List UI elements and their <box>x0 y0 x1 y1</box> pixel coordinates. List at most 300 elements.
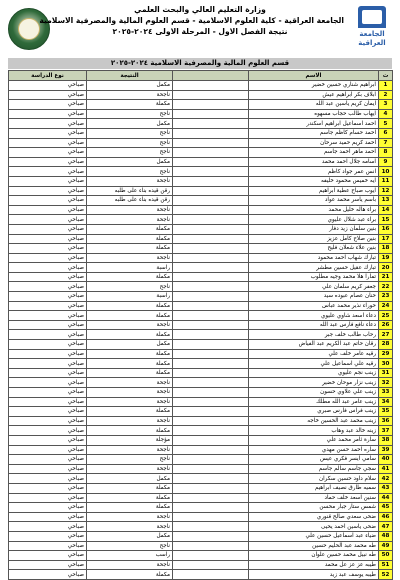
row-number: 35 <box>379 407 393 417</box>
student-name: حوراء نذير محمد عباس <box>249 301 379 311</box>
table-row <box>9 474 393 484</box>
study-type-cell: صباحي <box>9 186 87 196</box>
table-row <box>9 138 393 148</box>
row-number: 14 <box>379 205 393 215</box>
result-cell: مكملة <box>87 244 173 254</box>
study-type-cell: صباحي <box>9 340 87 350</box>
table-row <box>9 253 393 263</box>
student-name: دعاء اسعد شاوي عليوي <box>249 311 379 321</box>
study-type-cell: صباحي <box>9 330 87 340</box>
study-type-cell: صباحي <box>9 349 87 359</box>
student-name: احمد ماهر احمد جاسم <box>249 148 379 158</box>
student-name: اسامه جلال احمد محمد <box>249 157 379 167</box>
row-number: 52 <box>379 570 393 580</box>
header-gap <box>173 71 249 81</box>
study-type-cell: صباحي <box>9 234 87 244</box>
empty-cell <box>173 416 249 426</box>
empty-cell <box>173 128 249 138</box>
table-row <box>9 531 393 541</box>
student-name: احمد كريم حميد سرحان <box>249 138 379 148</box>
empty-cell <box>173 148 249 158</box>
study-type-cell: صباحي <box>9 100 87 110</box>
result-cell: ناجحة <box>87 445 173 455</box>
empty-cell <box>173 435 249 445</box>
table-row <box>9 455 393 465</box>
page-header <box>0 0 400 56</box>
study-type-cell: صباحي <box>9 560 87 570</box>
study-type-cell: صباحي <box>9 388 87 398</box>
student-name: سجي جاسم سالم جاسم <box>249 464 379 474</box>
row-number: 8 <box>379 148 393 158</box>
empty-cell <box>173 551 249 561</box>
row-number: 18 <box>379 244 393 254</box>
student-name: تبارك عقيل حسين مطشر <box>249 263 379 273</box>
table-row <box>9 272 393 282</box>
study-type-cell: صباحي <box>9 483 87 493</box>
row-number: 29 <box>379 349 393 359</box>
table-body <box>9 81 393 580</box>
student-name: زينب نزار موحان خضير <box>249 378 379 388</box>
table-row <box>9 464 393 474</box>
university-logo-text: الجامعة العراقية <box>358 30 386 47</box>
row-number: 50 <box>379 551 393 561</box>
table-row <box>9 359 393 369</box>
row-number: 7 <box>379 138 393 148</box>
student-name: ايمان كريم ياسين عبد الله <box>249 100 379 110</box>
row-number: 16 <box>379 224 393 234</box>
student-name: بنين صلاح كامل عزيز <box>249 234 379 244</box>
student-name: ابلاف بكر ابراهيم عيش <box>249 90 379 100</box>
header-text <box>39 4 344 37</box>
student-name: بنين سلمان زيد دفار <box>249 224 379 234</box>
result-cell: مكملة <box>87 359 173 369</box>
table-row <box>9 522 393 532</box>
row-number: 11 <box>379 176 393 186</box>
result-cell: مكملة <box>87 407 173 417</box>
empty-cell <box>173 253 249 263</box>
result-cell: ناجحة <box>87 215 173 225</box>
result-cell: مكملة <box>87 426 173 436</box>
result-cell: مكملة <box>87 272 173 282</box>
row-number: 30 <box>379 359 393 369</box>
empty-cell <box>173 570 249 580</box>
study-type-cell: صباحي <box>9 397 87 407</box>
table-row <box>9 109 393 119</box>
student-name: رحاب طالب خلف جبر <box>249 330 379 340</box>
row-number: 21 <box>379 272 393 282</box>
table-row <box>9 541 393 551</box>
study-type-cell: صباحي <box>9 282 87 292</box>
table-row <box>9 186 393 196</box>
table-row <box>9 435 393 445</box>
result-cell: مكمل <box>87 119 173 129</box>
table-row <box>9 128 393 138</box>
empty-cell <box>173 301 249 311</box>
empty-cell <box>173 560 249 570</box>
student-name: ضياء عبد اسماعيل حسين علي <box>249 531 379 541</box>
row-number: 13 <box>379 196 393 206</box>
empty-cell <box>173 474 249 484</box>
row-number: 2 <box>379 90 393 100</box>
study-type-cell: صباحي <box>9 522 87 532</box>
row-number: 51 <box>379 560 393 570</box>
table-row <box>9 330 393 340</box>
result-cell: مكملة <box>87 570 173 580</box>
result-cell: ناجح <box>87 455 173 465</box>
empty-cell <box>173 81 249 91</box>
empty-cell <box>173 407 249 417</box>
study-type-cell: صباحي <box>9 359 87 369</box>
result-cell: ناجحة <box>87 205 173 215</box>
study-type-cell: صباحي <box>9 157 87 167</box>
row-number: 3 <box>379 100 393 110</box>
row-number: 28 <box>379 340 393 350</box>
row-number: 1 <box>379 81 393 91</box>
student-name: براء عبد شلال عليوي <box>249 215 379 225</box>
result-cell: ناجح <box>87 138 173 148</box>
table-row <box>9 349 393 359</box>
student-name: طه محمد عبد الحليم حسين <box>249 541 379 551</box>
table-row <box>9 512 393 522</box>
empty-cell <box>173 426 249 436</box>
row-number: 19 <box>379 253 393 263</box>
row-number: 17 <box>379 234 393 244</box>
student-name: زينه خالد عبد وهاب <box>249 426 379 436</box>
row-number: 49 <box>379 541 393 551</box>
result-cell: ناجحة <box>87 378 173 388</box>
empty-cell <box>173 349 249 359</box>
row-number: 27 <box>379 330 393 340</box>
row-number: 37 <box>379 426 393 436</box>
empty-cell <box>173 119 249 129</box>
table-row <box>9 148 393 158</box>
row-number: 22 <box>379 282 393 292</box>
student-name: رقيه عامر خلف علي <box>249 349 379 359</box>
student-name: باسم ياسر محمد عواد <box>249 196 379 206</box>
row-number: 31 <box>379 368 393 378</box>
result-cell: مكملة <box>87 493 173 503</box>
study-type-cell: صباحي <box>9 167 87 177</box>
result-cell: مكملة <box>87 224 173 234</box>
empty-cell <box>173 272 249 282</box>
empty-cell <box>173 464 249 474</box>
study-type-cell: صباحي <box>9 176 87 186</box>
student-name: ضحى سعدي صالح قنوري <box>249 512 379 522</box>
empty-cell <box>173 493 249 503</box>
student-name: سارة ثامر محمد علي <box>249 435 379 445</box>
empty-cell <box>173 512 249 522</box>
student-name: شمس ستار جبار محسن <box>249 503 379 513</box>
empty-cell <box>173 388 249 398</box>
student-name: دعاء نافع فارس عبد الله <box>249 320 379 330</box>
result-cell: رقن قيده بناء على طلبه <box>87 186 173 196</box>
table-row <box>9 282 393 292</box>
empty-cell <box>173 397 249 407</box>
empty-cell <box>173 109 249 119</box>
student-name: رقان حاتم عبد الكريم عبد الفياض <box>249 340 379 350</box>
empty-cell <box>173 503 249 513</box>
study-type-cell: صباحي <box>9 416 87 426</box>
result-cell: رقن قيده بناء على طلبه <box>87 196 173 206</box>
result-line: نتيجة الفصل الاول - المرحلة الاولى ٢٠٢٤-٢٠٢٥ <box>112 27 288 36</box>
row-number: 41 <box>379 464 393 474</box>
table-header-row <box>9 71 393 81</box>
result-cell: مكملة <box>87 503 173 513</box>
table-row <box>9 167 393 177</box>
table-row <box>9 119 393 129</box>
empty-cell <box>173 541 249 551</box>
empty-cell <box>173 138 249 148</box>
study-type-cell: صباحي <box>9 570 87 580</box>
header-name: الاسم <box>249 71 379 81</box>
study-type-cell: صباحي <box>9 541 87 551</box>
result-cell: مكمل <box>87 81 173 91</box>
study-type-cell: صباحي <box>9 474 87 484</box>
table-row <box>9 215 393 225</box>
student-name: احمد اسماعيل ابراهيم اسكندر <box>249 119 379 129</box>
row-number: 45 <box>379 503 393 513</box>
row-number: 4 <box>379 109 393 119</box>
study-type-cell: صباحي <box>9 551 87 561</box>
study-type-cell: صباحي <box>9 109 87 119</box>
student-name: زينب عامر عبد الله مطلك <box>249 397 379 407</box>
result-cell: راسبة <box>87 263 173 273</box>
empty-cell <box>173 100 249 110</box>
student-name: طيبه عز عز عل محمد <box>249 560 379 570</box>
table-row <box>9 157 393 167</box>
results-table <box>8 70 393 580</box>
empty-cell <box>173 330 249 340</box>
result-cell: مكمل <box>87 474 173 484</box>
table-row <box>9 311 393 321</box>
empty-cell <box>173 167 249 177</box>
row-number: 26 <box>379 320 393 330</box>
row-number: 10 <box>379 167 393 177</box>
study-type-cell: صباحي <box>9 493 87 503</box>
empty-cell <box>173 196 249 206</box>
result-cell: مكملة <box>87 368 173 378</box>
row-number: 5 <box>379 119 393 129</box>
study-type-cell: صباحي <box>9 455 87 465</box>
result-cell: راسبة <box>87 292 173 302</box>
study-type-cell: صباحي <box>9 128 87 138</box>
row-number: 15 <box>379 215 393 225</box>
row-number: 43 <box>379 483 393 493</box>
empty-cell <box>173 205 249 215</box>
row-number: 38 <box>379 435 393 445</box>
study-type-cell: صباحي <box>9 90 87 100</box>
table-row <box>9 570 393 580</box>
row-number: 25 <box>379 311 393 321</box>
result-cell: مؤجلة <box>87 435 173 445</box>
study-type-cell: صباحي <box>9 205 87 215</box>
row-number: 20 <box>379 263 393 273</box>
result-cell: ناجحة <box>87 176 173 186</box>
department-title: قسم العلوم المالية والمصرفية الاسلامية ٢٠٢٤-٢٠٢٥ <box>8 58 392 69</box>
header-num: ت <box>379 71 393 81</box>
result-cell: ناجحة <box>87 253 173 263</box>
student-name: احمد حسام كاظم جاسم <box>249 128 379 138</box>
table-row <box>9 560 393 570</box>
result-cell: ناجحة <box>87 90 173 100</box>
student-name: سنين اسعد خلف حماد <box>249 493 379 503</box>
header-type: نوع الدراسة <box>9 71 87 81</box>
result-cell: ناجحة <box>87 464 173 474</box>
result-cell: مكمل <box>87 340 173 350</box>
study-type-cell: صباحي <box>9 263 87 273</box>
table-row <box>9 407 393 417</box>
result-cell: ناجحة <box>87 560 173 570</box>
row-number: 24 <box>379 301 393 311</box>
student-name: رقيه علي اسماعيل علي <box>249 359 379 369</box>
table-row <box>9 388 393 398</box>
result-cell: مكملة <box>87 311 173 321</box>
study-type-cell: صباحي <box>9 311 87 321</box>
study-type-cell: صباحي <box>9 445 87 455</box>
table-row <box>9 292 393 302</box>
result-cell: راسب <box>87 551 173 561</box>
row-number: 34 <box>379 397 393 407</box>
empty-cell <box>173 340 249 350</box>
empty-cell <box>173 234 249 244</box>
result-cell: ناجحة <box>87 416 173 426</box>
study-type-cell: صباحي <box>9 148 87 158</box>
row-number: 36 <box>379 416 393 426</box>
result-cell: مكملة <box>87 100 173 110</box>
empty-cell <box>173 215 249 225</box>
student-name: ايه خميس محمود خليفه <box>249 176 379 186</box>
header-result: النتيجة <box>87 71 173 81</box>
table-row <box>9 320 393 330</box>
study-type-cell: صباحي <box>9 272 87 282</box>
result-cell: ناجح <box>87 109 173 119</box>
empty-cell <box>173 455 249 465</box>
row-number: 6 <box>379 128 393 138</box>
empty-cell <box>173 176 249 186</box>
result-cell: مكمل <box>87 157 173 167</box>
student-name: زينب نجم عليوي <box>249 368 379 378</box>
student-name: زينب علي علاوي حسون <box>249 388 379 398</box>
table-row <box>9 244 393 254</box>
table-row <box>9 263 393 273</box>
table-row <box>9 503 393 513</box>
study-type-cell: صباحي <box>9 407 87 417</box>
table-row <box>9 176 393 186</box>
result-cell: ناجح <box>87 167 173 177</box>
row-number: 39 <box>379 445 393 455</box>
table-row <box>9 90 393 100</box>
result-cell: مكملة <box>87 234 173 244</box>
study-type-cell: صباحي <box>9 464 87 474</box>
student-name: ساره احمد حسن مهدي <box>249 445 379 455</box>
row-number: 42 <box>379 474 393 484</box>
student-name: تبارك شهاب احمد محمود <box>249 253 379 263</box>
result-cell: ناجحة <box>87 388 173 398</box>
empty-cell <box>173 186 249 196</box>
empty-cell <box>173 378 249 388</box>
row-number: 40 <box>379 455 393 465</box>
student-name: ايهاب طالب حجاب مسهوه <box>249 109 379 119</box>
result-cell: ناجح <box>87 282 173 292</box>
ministry-name: وزارة التعليم العالي والبحث العلمي <box>134 5 266 14</box>
result-cell: ناجح <box>87 148 173 158</box>
empty-cell <box>173 292 249 302</box>
row-number: 23 <box>379 292 393 302</box>
study-type-cell: صباحي <box>9 368 87 378</box>
empty-cell <box>173 282 249 292</box>
study-type-cell: صباحي <box>9 301 87 311</box>
table-row <box>9 81 393 91</box>
row-number: 33 <box>379 388 393 398</box>
study-type-cell: صباحي <box>9 292 87 302</box>
empty-cell <box>173 224 249 234</box>
study-type-cell: صباحي <box>9 378 87 388</box>
empty-cell <box>173 157 249 167</box>
study-type-cell: صباحي <box>9 224 87 234</box>
row-number: 48 <box>379 531 393 541</box>
table-row <box>9 301 393 311</box>
empty-cell <box>173 531 249 541</box>
student-name: تمارا هلا محمد وجيه مطلوب <box>249 272 379 282</box>
student-name: ايوب صباح عطية ابراهيم <box>249 186 379 196</box>
student-name: انس عمر جواد كاظم <box>249 167 379 177</box>
study-type-cell: صباحي <box>9 81 87 91</box>
empty-cell <box>173 483 249 493</box>
row-number: 32 <box>379 378 393 388</box>
result-cell: ناجح <box>87 128 173 138</box>
study-type-cell: صباحي <box>9 253 87 263</box>
student-name: بنين علاء شعلان فليح <box>249 244 379 254</box>
empty-cell <box>173 359 249 369</box>
result-cell: مكملة <box>87 330 173 340</box>
table-row <box>9 416 393 426</box>
table-row <box>9 493 393 503</box>
table-row <box>9 397 393 407</box>
result-cell: مكمل <box>87 531 173 541</box>
row-number: 12 <box>379 186 393 196</box>
empty-cell <box>173 90 249 100</box>
student-name: حنان عصام عبوده سيد <box>249 292 379 302</box>
student-name: جعفر كريم سلمان علي <box>249 282 379 292</box>
table-row <box>9 368 393 378</box>
table-row <box>9 205 393 215</box>
empty-cell <box>173 445 249 455</box>
study-type-cell: صباحي <box>9 215 87 225</box>
empty-cell <box>173 244 249 254</box>
result-cell: ناجح <box>87 541 173 551</box>
study-type-cell: صباحي <box>9 320 87 330</box>
result-cell: ناجحة <box>87 512 173 522</box>
result-cell: مكملة <box>87 483 173 493</box>
study-type-cell: صباحي <box>9 138 87 148</box>
student-name: سميه طارق نصيف ابراهيم <box>249 483 379 493</box>
table-row <box>9 483 393 493</box>
college-name: الجامعة العراقية - كلية العلوم الاسلامية - قسم العلوم المالية والمصرفية الاسلامية <box>39 16 344 25</box>
student-name: ضحى ياسين احمد يحيى <box>249 522 379 532</box>
study-type-cell: صباحي <box>9 196 87 206</box>
student-name: سامي ايسر فكري عيس <box>249 455 379 465</box>
student-name: ابراهيم شناري حسين خضير <box>249 81 379 91</box>
student-name: زينب فراس فارس صبري <box>249 407 379 417</box>
study-type-cell: صباحي <box>9 512 87 522</box>
table-row <box>9 551 393 561</box>
table-row <box>9 445 393 455</box>
study-type-cell: صباحي <box>9 435 87 445</box>
table-row <box>9 234 393 244</box>
empty-cell <box>173 320 249 330</box>
table-row <box>9 426 393 436</box>
row-number: 9 <box>379 157 393 167</box>
